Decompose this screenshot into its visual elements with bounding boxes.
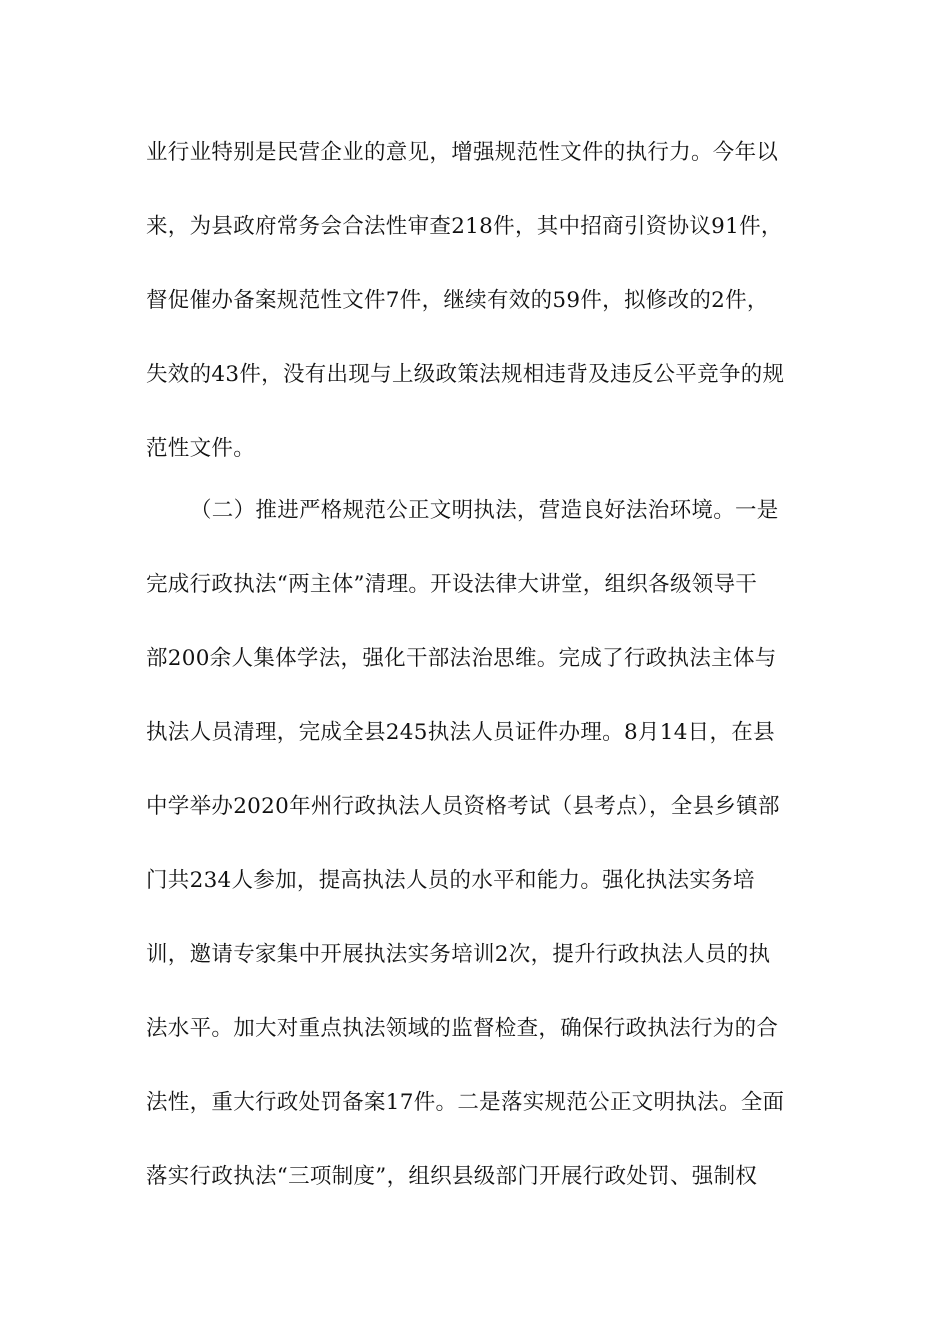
text-line: 法性，重大行政处罚备案17件。二是落实规范公正文明执法。全面 [146, 1090, 785, 1115]
text-line: 失效的43件，没有出现与上级政策法规相违背及违反公平竞争的规 [146, 362, 785, 387]
text-line: 落实行政执法“三项制度”，组织县级部门开展行政处罚、强制权 [146, 1164, 758, 1189]
text-line: 门共234人参加，提高执法人员的水平和能力。强化执法实务培 [146, 868, 755, 893]
text-line: 业行业特别是民营企业的意见，增强规范性文件的执行力。今年以 [146, 140, 779, 165]
text-line: 法水平。加大对重点执法领域的监督检查，确保行政执法行为的合 [146, 1016, 779, 1041]
text-line: 督促催办备案规范性文件7件，继续有效的59件，拟修改的2件， [146, 288, 769, 313]
text-line: 完成行政执法“两主体”清理。开设法律大讲堂，组织各级领导干 [146, 572, 758, 597]
text-line: 范性文件。 [146, 436, 256, 461]
text-line: 中学举办2020年州行政执法人员资格考试（县考点），全县乡镇部 [146, 794, 780, 819]
text-line: 来，为县政府常务会合法性审查218件，其中招商引资协议91件， [146, 214, 783, 239]
text-line: 部200余人集体学法，强化干部法治思维。完成了行政执法主体与 [146, 646, 777, 671]
section-heading-line: （二）推进严格规范公正文明执法，营造良好法治环境。一是 [190, 498, 779, 523]
text-line: 执法人员清理，完成全县245执法人员证件办理。8月14日，在县 [146, 720, 775, 745]
text-line: 训，邀请专家集中开展执法实务培训2次，提升行政执法人员的执 [146, 942, 771, 967]
